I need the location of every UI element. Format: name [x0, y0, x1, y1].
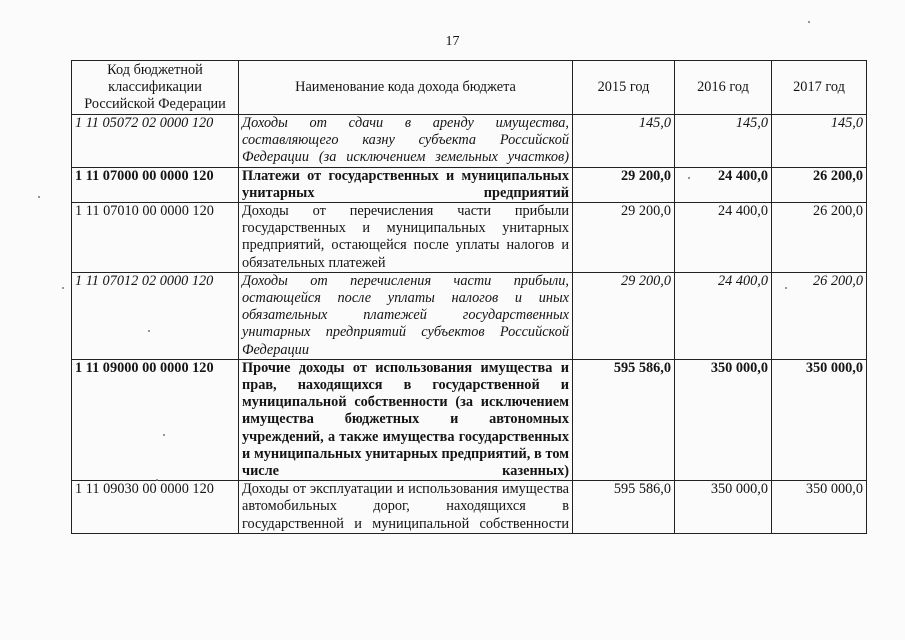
budget-revenue-table: [71, 60, 867, 534]
amount-2017-cell: 350 000,0: [772, 359, 867, 480]
budget-code-cell: 1 11 09030 00 0000 120: [72, 481, 239, 534]
amount-2017-cell: 26 200,0: [772, 167, 867, 202]
revenue-name-cell: Доходы от перечисления части прибыли государственных и муниципальных унитарных предприятий, остающейся после уплаты налогов и обязательных платежей: [239, 203, 573, 273]
revenue-name-cell: Доходы от эксплуатации и использования имущества автомобильных дорог, находящихся в государственной и муниципальной собственности: [239, 481, 573, 534]
table-row: [72, 359, 867, 480]
amount-2015-cell: 29 200,0: [573, 203, 675, 273]
table-row: [72, 481, 867, 534]
budget-code-cell: 1 11 07010 00 0000 120: [72, 203, 239, 273]
revenue-name-cell: Прочие доходы от использования имущества и прав, находящихся в государственной и муниципальной собственности (за исключением имущества бюджетных и автономных учреждений, а также имущества государственных и муниципальных унитарных предприятий, в том числе казенных): [239, 359, 573, 480]
amount-2017-cell: 145,0: [772, 115, 867, 168]
amount-2017-cell: 26 200,0: [772, 272, 867, 359]
revenue-name-cell: Платежи от государственных и муниципальных унитарных предприятий: [239, 167, 573, 202]
budget-code-cell: 1 11 05072 02 0000 120: [72, 115, 239, 168]
budget-code-cell: 1 11 09000 00 0000 120: [72, 359, 239, 480]
table-header-row: [72, 61, 867, 115]
amount-2016-cell: 350 000,0: [675, 359, 772, 480]
page-number: 17: [445, 34, 460, 49]
table-row: [72, 272, 867, 359]
revenue-name-cell: Доходы от сдачи в аренду имущества, составляющего казну субъекта Российской Федерации (за исключением земельных участков): [239, 115, 573, 168]
amount-2016-cell: 350 000,0: [675, 481, 772, 534]
table-row: [72, 203, 867, 273]
header-budget-code: Код бюджетной классификации Российской Федерации: [72, 61, 239, 115]
header-revenue-name: Наименование кода дохода бюджета: [239, 61, 573, 115]
revenue-name-cell: Доходы от перечисления части прибыли, остающейся после уплаты налогов и иных обязательных платежей государственных унитарных предприятий субъектов Российской Федерации: [239, 272, 573, 359]
amount-2016-cell: 24 400,0: [675, 272, 772, 359]
budget-code-cell: 1 11 07000 00 0000 120: [72, 167, 239, 202]
amount-2016-cell: 24 400,0: [675, 203, 772, 273]
amount-2015-cell: 29 200,0: [573, 167, 675, 202]
amount-2015-cell: 595 586,0: [573, 359, 675, 480]
header-year-2015: 2015 год: [573, 61, 675, 115]
amount-2015-cell: 595 586,0: [573, 481, 675, 534]
amount-2015-cell: 29 200,0: [573, 272, 675, 359]
amount-2016-cell: 145,0: [675, 115, 772, 168]
amount-2017-cell: 350 000,0: [772, 481, 867, 534]
budget-code-cell: 1 11 07012 02 0000 120: [72, 272, 239, 359]
table-row: [72, 167, 867, 202]
header-year-2017: 2017 год: [772, 61, 867, 115]
table-row: [72, 115, 867, 168]
amount-2016-cell: 24 400,0: [675, 167, 772, 202]
amount-2017-cell: 26 200,0: [772, 203, 867, 273]
header-year-2016: 2016 год: [675, 61, 772, 115]
amount-2015-cell: 145,0: [573, 115, 675, 168]
